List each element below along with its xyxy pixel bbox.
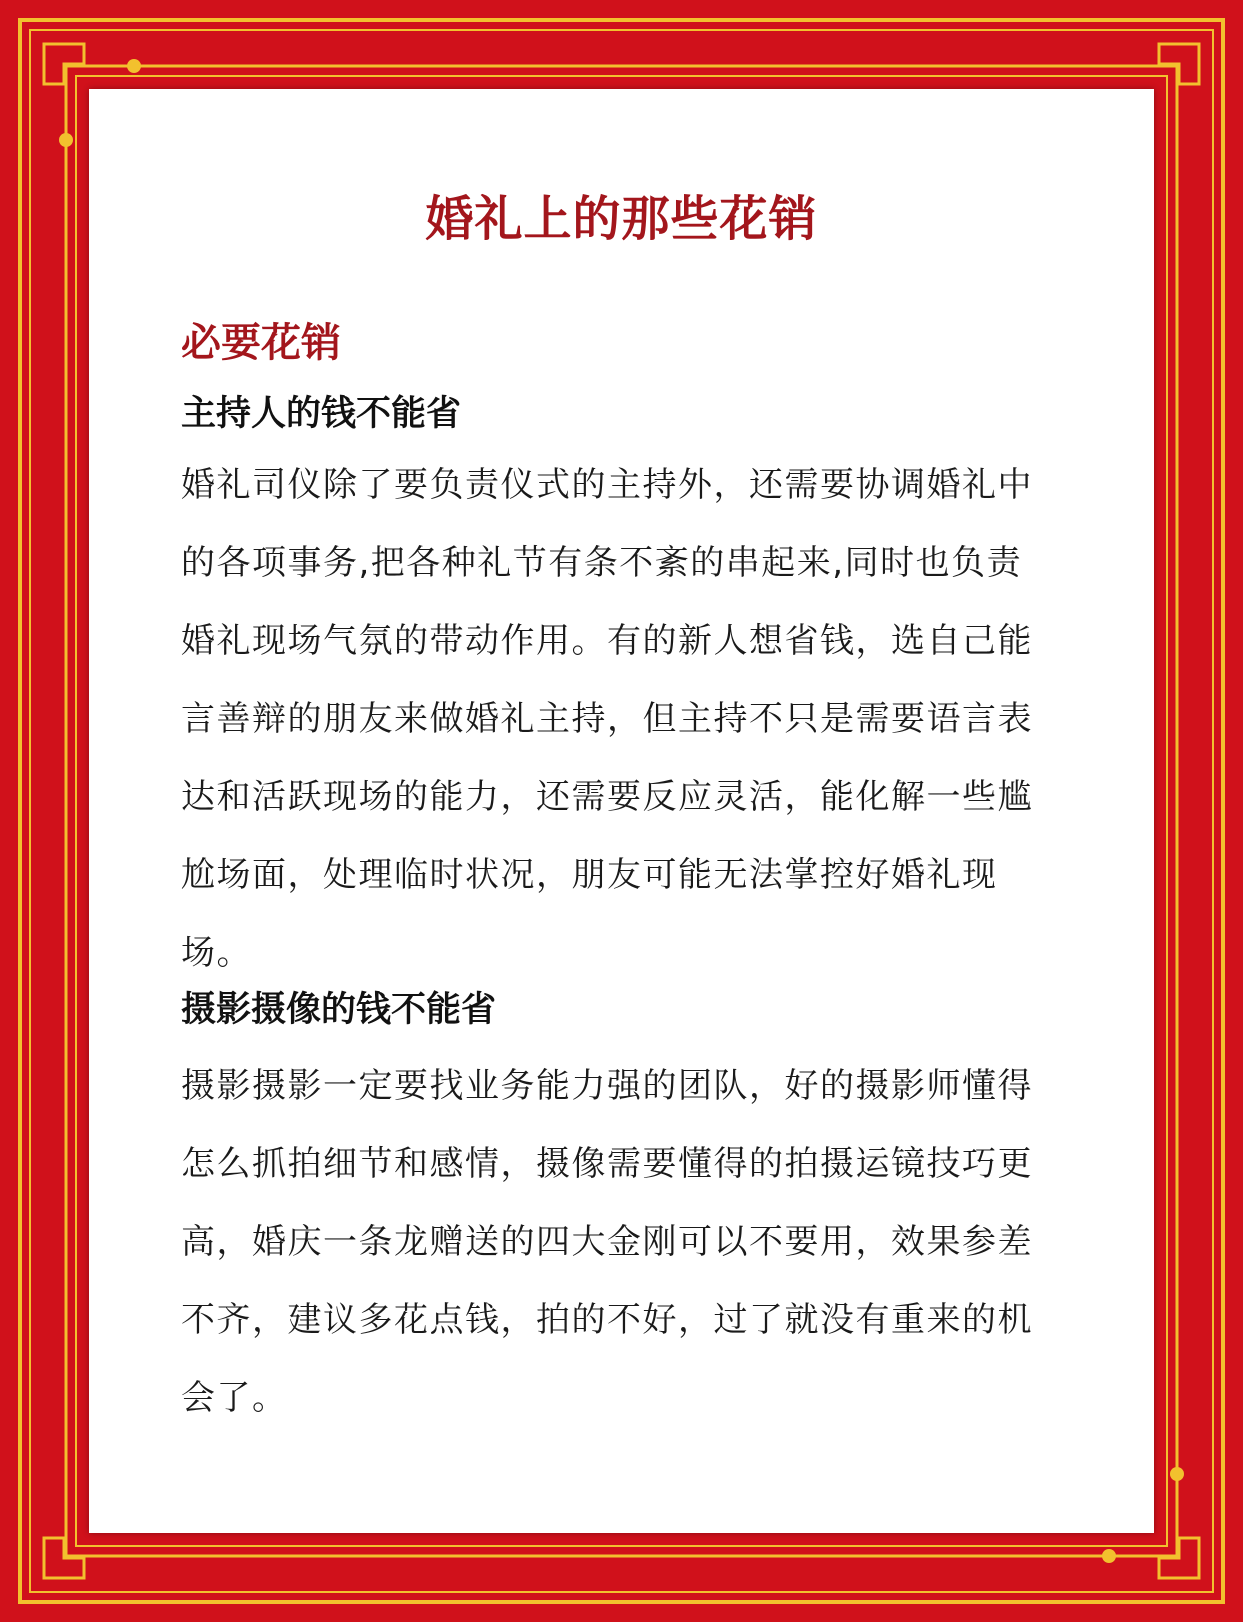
section-heading: 必要花销 [181, 320, 341, 366]
item-body-host [181, 446, 1131, 992]
body-line: 会了。 [181, 1378, 288, 1418]
item-heading-host: 主持人的钱不能省 [181, 394, 462, 434]
body-line: 达和活跃现场的能力，还需要反应灵活，能化解一些尴 [181, 777, 1033, 817]
body-line: 婚礼司仪除了要负责仪式的主持外，还需要协调婚礼中 [181, 465, 1033, 505]
body-line: 怎么抓拍细节和感情，摄像需要懂得的拍摄运镜技巧更 [181, 1144, 1033, 1184]
body-line: 场。 [181, 933, 252, 973]
content-panel [89, 89, 1154, 1533]
item-body-photo [181, 1047, 1131, 1437]
body-line: 尬场面，处理临时状况，朋友可能无法掌控好婚礼现 [181, 855, 998, 895]
body-line: 言善辩的朋友来做婚礼主持，但主持不只是需要语言表 [181, 699, 1033, 739]
body-line: 高，婚庆一条龙赠送的四大金刚可以不要用，效果参差 [181, 1222, 1033, 1262]
item-heading-photo: 摄影摄像的钱不能省 [181, 990, 497, 1030]
body-line: 婚礼现场气氛的带动作用。有的新人想省钱，选自己能 [181, 621, 1033, 661]
body-line: 不齐，建议多花点钱，拍的不好，过了就没有重来的机 [181, 1300, 1033, 1340]
body-line: 的各项事务,把各种礼节有条不紊的串起来,同时也负责 [181, 543, 1023, 583]
page-title: 婚礼上的那些花销 [425, 191, 818, 247]
body-line: 摄影摄影一定要找业务能力强的团队，好的摄影师懂得 [181, 1066, 1033, 1106]
